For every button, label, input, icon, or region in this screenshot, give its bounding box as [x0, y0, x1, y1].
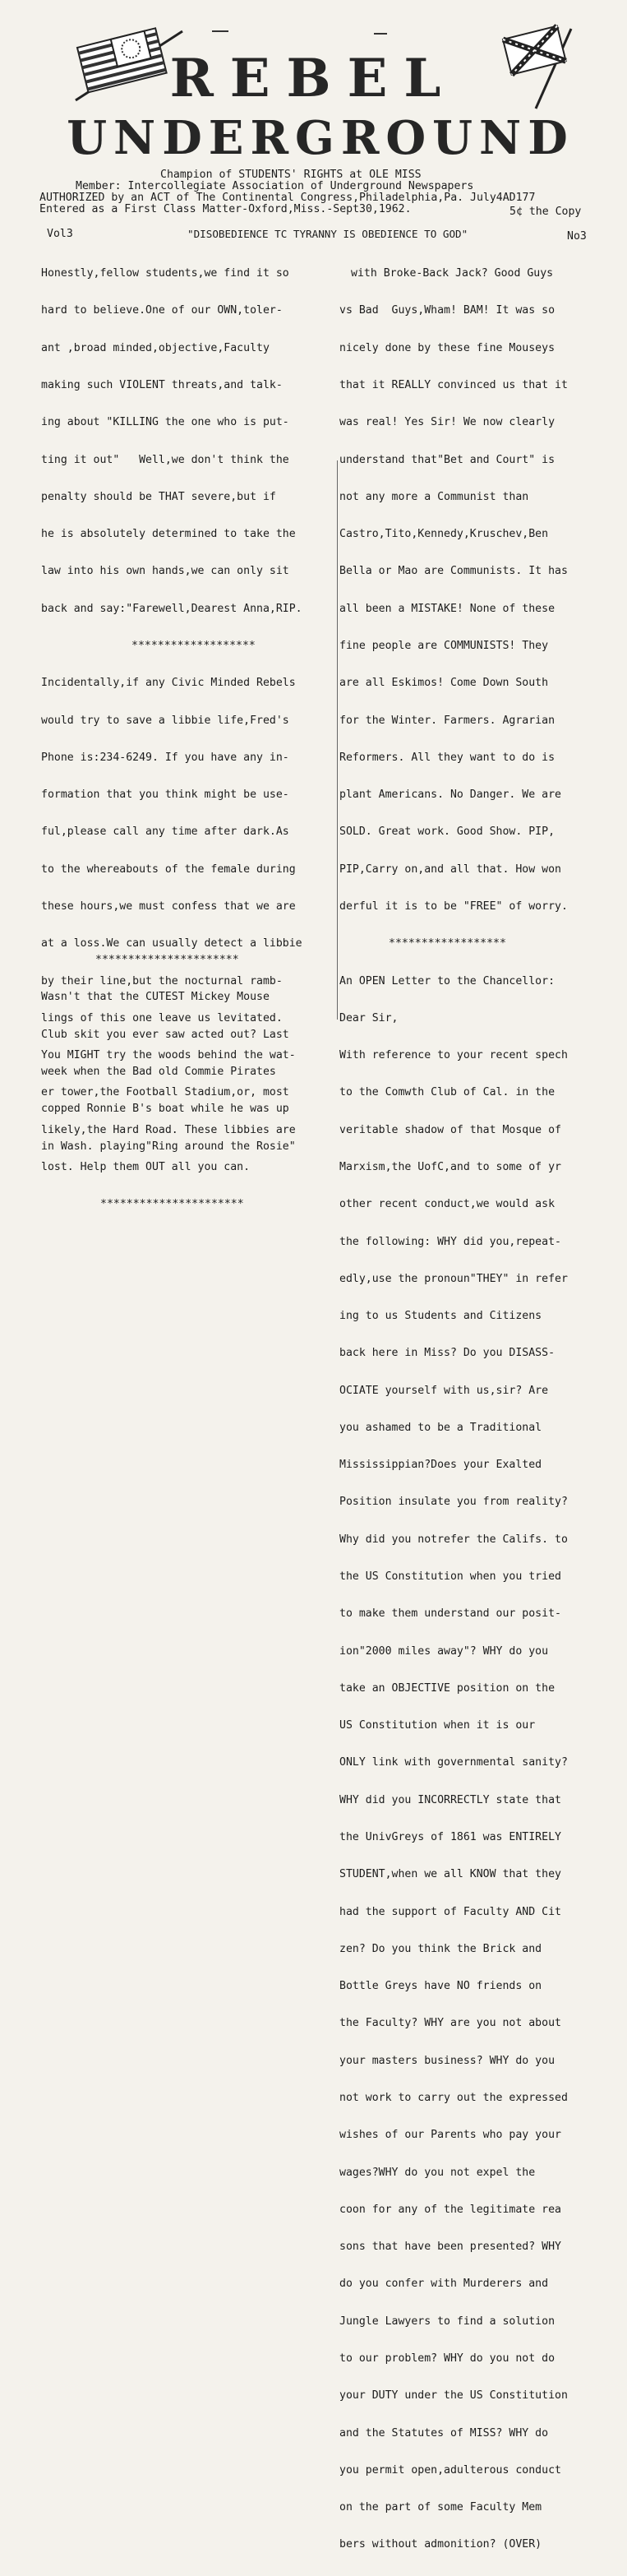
text-line: are all Eskimos! Come Down South — [339, 677, 549, 690]
text-line: other recent conduct,we would ask — [339, 1198, 556, 1211]
text-line: nicely done by these fine Mouseys — [339, 341, 556, 354]
text-line: Wasn't that the CUTEST Mickey Mouse — [41, 991, 270, 1004]
price: 5¢ the Copy — [509, 206, 582, 218]
text-line: would try to save a libbie life,Fred's — [41, 714, 289, 727]
text-line: WHY did you INCORRECTLY state that — [339, 1793, 561, 1806]
text-line: not any more a Communist than — [339, 490, 529, 503]
authorized-line: AUTHORIZED by an ACT of The Continental Congress,Philadelphia,Pa. July4AD177 — [39, 192, 536, 204]
text-line: plant Americans. No Danger. We are — [339, 789, 561, 802]
text-line: Marxism,the UofC,and to some of yr — [339, 1160, 561, 1173]
text-line: Mississippian?Does your Exalted — [339, 1459, 542, 1472]
text-line: he is absolutely determined to take the — [41, 528, 296, 541]
text-line: OCIATE yourself with us,sir? Are — [339, 1384, 549, 1397]
text-line: had the support of Faculty AND Cit — [339, 1905, 561, 1918]
masthead-title-rebel: REBEL — [169, 48, 458, 109]
text-line: lost. Help them OUT all you can. — [41, 1160, 251, 1173]
text-line: ing about "KILLING the one who is put- — [41, 416, 289, 429]
text-line: and the Statutes of MISS? WHY do — [339, 2426, 549, 2440]
text-line: you ashamed to be a Traditional — [339, 1421, 542, 1434]
text-line: to the Comwth Club of Cal. in the — [339, 1086, 556, 1099]
text-line: the following: WHY did you,repeat- — [339, 1235, 561, 1248]
text-line: derful it is to be "FREE" of worry. — [339, 900, 568, 913]
text-line: to our problem? WHY do you not do — [339, 2352, 556, 2365]
issue-number: No3 — [567, 230, 587, 243]
text-line: back here in Miss? Do you DISASS- — [339, 1347, 556, 1360]
text-line: wages?WHY do you not expel the — [339, 2166, 536, 2179]
text-line: do you confer with Murderers and — [339, 2278, 549, 2291]
text-line: ant ,broad minded,objective,Faculty — [41, 341, 270, 354]
text-line: understand that"Bet and Court" is — [339, 453, 556, 466]
text-line: likely,the Hard Road. These libbies are — [41, 1123, 296, 1136]
text-line: Jungle Lawyers to find a solution — [339, 2315, 556, 2328]
text-line: SOLD. Great work. Good Show. PIP, — [339, 826, 556, 839]
masthead-title-underground: UNDERGROUND — [67, 111, 574, 165]
text-line: sons that have been presented? WHY — [339, 2241, 561, 2254]
text-line: penalty should be THAT severe,but if — [41, 490, 276, 503]
text-line: week when the Bad old Commie Pirates — [41, 1066, 276, 1079]
top-mark — [212, 30, 228, 32]
membership-line: Member: Intercollegiate Association of Underground Newspapers — [76, 180, 474, 192]
text-line: wishes of our Parents who pay your — [339, 2129, 561, 2142]
right-article-continued — [339, 243, 568, 2576]
text-line: veritable shadow of that Mosque of — [339, 1123, 561, 1136]
text-line: that it REALLY convinced us that it — [339, 379, 568, 392]
text-line: not work to carry out the expressed — [339, 2091, 568, 2104]
text-line: ion"2000 miles away"? WHY do you — [339, 1644, 549, 1658]
text-line: the Faculty? WHY are you not about — [339, 2017, 561, 2030]
text-line: was real! Yes Sir! We now clearly — [339, 416, 556, 429]
text-line: the US Constitution when you tried — [339, 1570, 561, 1584]
text-line: you permit open,adulterous conduct — [339, 2463, 561, 2477]
text-line: Incidentally,if any Civic Minded Rebels — [41, 677, 296, 690]
masthead — [0, 0, 627, 177]
text-line: fine people are COMMUNISTS! They — [339, 640, 549, 652]
section-divider: ******************* — [131, 640, 256, 652]
text-line: ing to us Students and Citizens — [339, 1310, 542, 1323]
text-line: Honestly,fellow students,we find it so — [41, 267, 289, 280]
text-line: Dear Sir, — [339, 1011, 399, 1024]
text-line: edly,use the pronoun"THEY" in refer — [339, 1272, 568, 1285]
entered-line: Entered as a First Class Matter-Oxford,Miss.-Sept30,1962. — [39, 203, 412, 215]
text-line: PIP,Carry on,and all that. How won — [339, 863, 561, 876]
text-line: copped Ronnie B's boat while he was up — [41, 1103, 289, 1116]
text-line: to the whereabouts of the female during — [41, 863, 296, 876]
text-line: your masters business? WHY do you — [339, 2054, 556, 2067]
text-line: to make them understand our posit- — [339, 1607, 561, 1621]
text-line: er tower,the Football Stadium,or, most — [41, 1086, 289, 1099]
text-line: STUDENT,when we all KNOW that they — [339, 1868, 561, 1881]
tagline: Champion of STUDENTS' RIGHTS at OLE MISS — [160, 169, 422, 181]
text-line: making such VIOLENT threats,and talk- — [41, 379, 283, 392]
text-line: ONLY link with governmental sanity? — [339, 1756, 568, 1769]
volume: Vol3 — [47, 228, 73, 240]
top-mark — [374, 33, 387, 35]
text-line: by their line,but the nocturnal ramb- — [41, 974, 283, 987]
text-line: ting it out" Well,we don't think the — [41, 453, 289, 466]
text-line: Position insulate you from reality? — [339, 1496, 568, 1509]
text-line: Bella or Mao are Communists. It has — [339, 565, 568, 578]
text-line: at a loss.We can usually detect a libbie — [41, 937, 302, 950]
text-line: US Constitution when it is our — [339, 1719, 536, 1732]
text-line: formation that you think might be use- — [41, 789, 289, 802]
text-line: Phone is:234-6249. If you have any in- — [41, 751, 289, 764]
text-line: hard to believe.One of our OWN,toler- — [41, 304, 283, 317]
text-line: Bottle Greys have NO friends on — [339, 1980, 542, 1993]
text-line: with Broke-Back Jack? Good Guys — [351, 267, 554, 280]
text-line: vs Bad Guys,Wham! BAM! It was so — [339, 304, 556, 317]
text-line: back and say:"Farewell,Dearest Anna,RIP. — [41, 602, 302, 615]
column-divider — [337, 460, 338, 1020]
section-divider: ****************** — [389, 937, 506, 950]
text-line: in Wash. playing"Ring around the Rosie" — [41, 1140, 296, 1153]
text-line: coon for any of the legitimate rea — [339, 2203, 561, 2216]
text-line: your DUTY under the US Constitution — [339, 2389, 568, 2403]
text-line: these hours,we must confess that we are — [41, 900, 296, 913]
text-line: for the Winter. Farmers. Agrarian — [339, 714, 556, 727]
text-line: bers without admonition? (OVER) — [339, 2538, 542, 2551]
text-line: Castro,Tito,Kennedy,Kruschev,Ben — [339, 528, 549, 541]
text-line: ful,please call any time after dark.As — [41, 826, 289, 839]
text-line: An OPEN Letter to the Chancellor: — [339, 974, 556, 987]
text-line: all been a MISTAKE! None of these — [339, 602, 556, 615]
text-line: zen? Do you think the Brick and — [339, 1942, 542, 1955]
text-line: take an OBJECTIVE position on the — [339, 1681, 556, 1695]
left-article-mickey-mouse — [41, 929, 296, 1177]
section-divider: ********************** — [100, 1198, 244, 1211]
text-line: You MIGHT try the woods behind the wat- — [41, 1049, 296, 1062]
text-line: With reference to your recent spech — [339, 1049, 568, 1062]
text-line: Why did you notrefer the Califs. to — [339, 1533, 568, 1546]
text-line: lings of this one leave us levitated. — [41, 1011, 283, 1024]
text-line: Club skit you ever saw acted out? Last — [41, 1028, 289, 1041]
text-line: the UnivGreys of 1861 was ENTIRELY — [339, 1831, 561, 1843]
motto: "DISOBEDIENCE TC TYRANNY IS OBEDIENCE TO GOD" — [187, 228, 468, 240]
text-line: Reformers. All they want to do is — [339, 751, 556, 764]
text-line: law into his own hands,we can only sit — [41, 565, 289, 578]
section-divider: ********************** — [95, 954, 239, 967]
text-line: on the part of some Faculty Mem — [339, 2501, 542, 2514]
